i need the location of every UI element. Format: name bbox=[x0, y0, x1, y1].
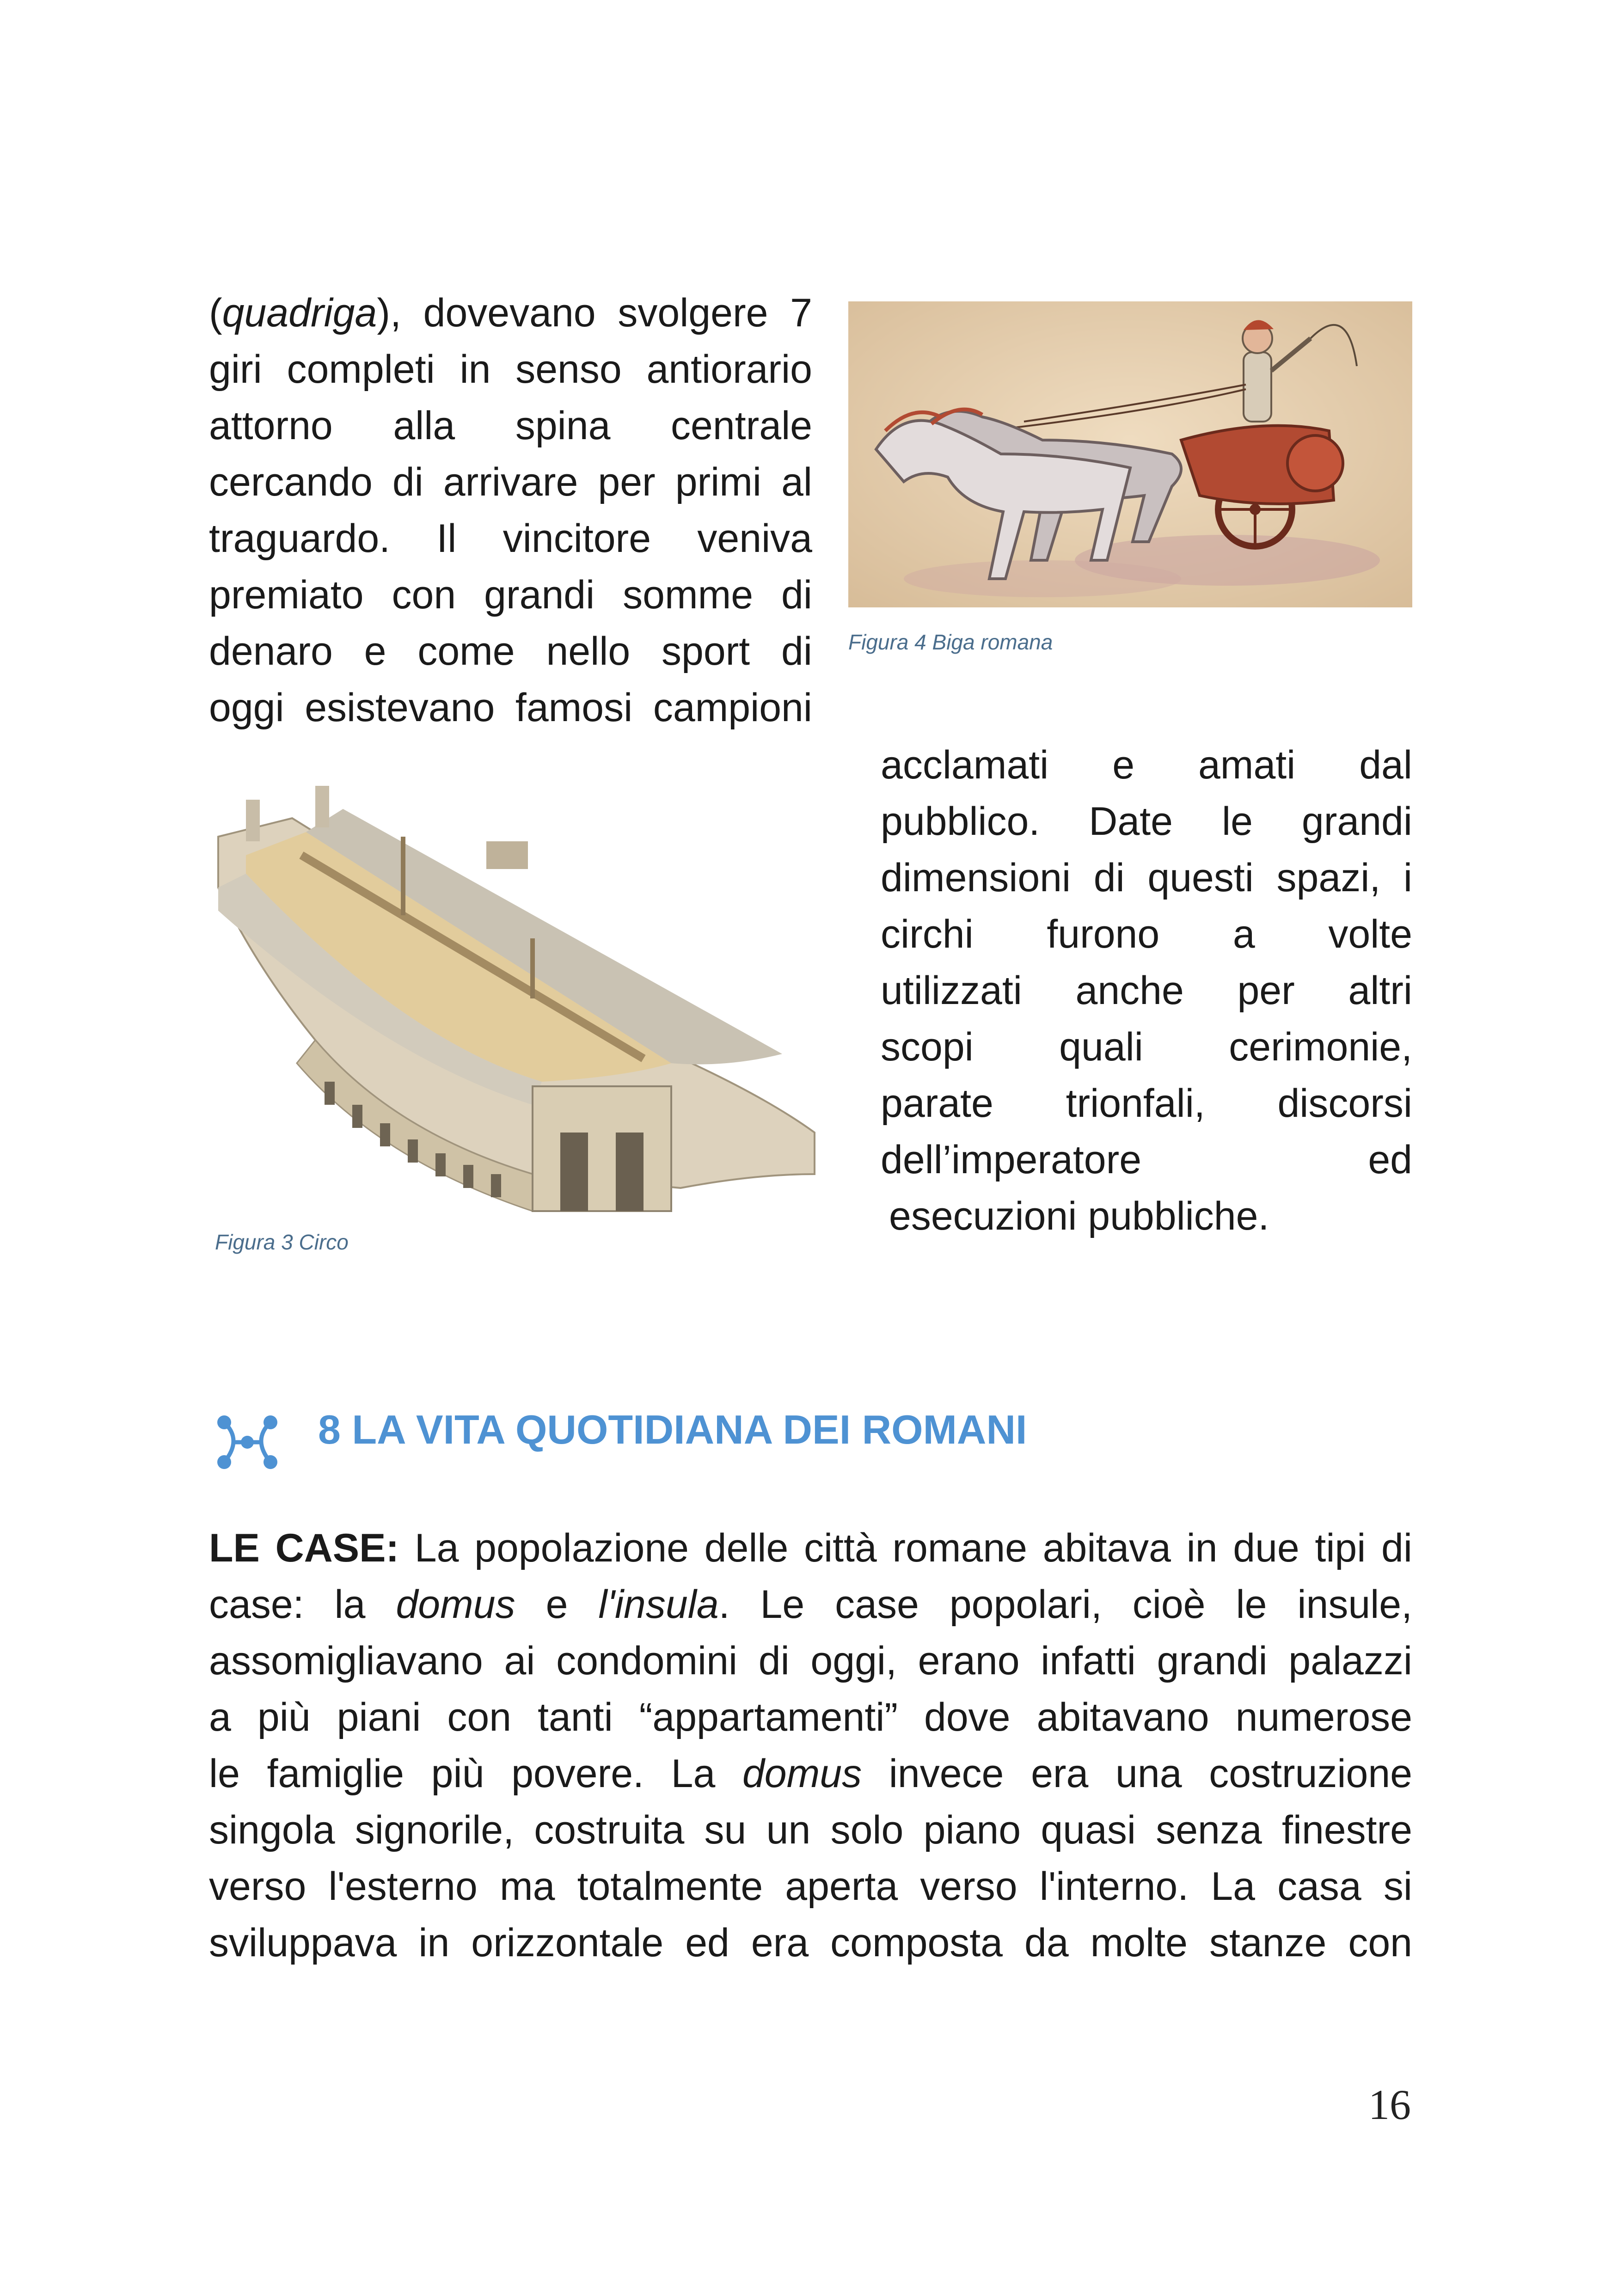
text-line: premiato con grandi somme di bbox=[209, 573, 812, 617]
text-line: utilizzati anche per altri bbox=[881, 968, 1412, 1013]
text-line: traguardo. Il vincitore veniva bbox=[209, 516, 812, 561]
page-number: 16 bbox=[1368, 2081, 1411, 2128]
paragraph-chariot-race bbox=[209, 285, 812, 736]
text-line: singola signorile, costruita su un solo piano quasi senza finestre bbox=[209, 1808, 1412, 1852]
circus-maximus-image bbox=[209, 781, 828, 1220]
text-line: sviluppava in orizzontale ed era composta da molte stanze con bbox=[209, 1921, 1412, 1965]
section-heading: 8 LA VITA QUOTIDIANA DEI ROMANI bbox=[318, 1407, 1027, 1452]
text-line: assomigliavano ai condomini di oggi, erano infatti grandi palazzi bbox=[209, 1639, 1412, 1683]
text-line: oggi esistevano famosi campioni bbox=[209, 686, 812, 730]
text-line: circhi furono a volte bbox=[881, 912, 1412, 956]
roman-chariot-image bbox=[848, 301, 1412, 607]
text-line: giri completi in senso antiorario bbox=[209, 347, 812, 392]
text-line: LE CASE: La popolazione delle città romane abitava in due tipi di bbox=[209, 1526, 1412, 1570]
connector-nodes-icon bbox=[210, 1412, 284, 1472]
paragraph-circus-uses bbox=[881, 737, 1412, 1244]
text-line: dell’imperatore ed bbox=[881, 1138, 1412, 1182]
text-line: cercando di arrivare per primi al bbox=[209, 460, 812, 504]
text-line: pubblico. Date le grandi bbox=[881, 799, 1412, 844]
text-line: esecuzioni pubbliche. bbox=[889, 1194, 1269, 1238]
text-line: dimensioni di questi spazi, i bbox=[881, 856, 1412, 900]
houses-label: LE CASE: bbox=[209, 1526, 399, 1570]
text-line: scopi quali cerimonie, bbox=[881, 1025, 1412, 1069]
caption-chariot: Figura 4 Biga romana bbox=[848, 630, 1053, 654]
text-line: acclamati e amati dal bbox=[881, 743, 1412, 787]
text-line: case: la domus e l'insula. Le case popolari, cioè le insule, bbox=[209, 1582, 1412, 1627]
text-line: denaro e come nello sport di bbox=[209, 629, 812, 673]
text-line: parate trionfali, discorsi bbox=[881, 1081, 1412, 1126]
text-line: attorno alla spina centrale bbox=[209, 404, 812, 448]
text-line: a più piani con tanti “appartamenti” dove abitavano numerose bbox=[209, 1695, 1412, 1739]
text-line: (quadriga), dovevano svolgere 7 bbox=[209, 291, 812, 335]
caption-circus: Figura 3 Circo bbox=[215, 1230, 349, 1254]
text-line: verso l'esterno ma totalmente aperta verso l'interno. La casa si bbox=[209, 1864, 1412, 1909]
paragraph-houses bbox=[209, 1520, 1412, 1971]
text-line: le famiglie più povere. La domus invece era una costruzione bbox=[209, 1751, 1412, 1796]
